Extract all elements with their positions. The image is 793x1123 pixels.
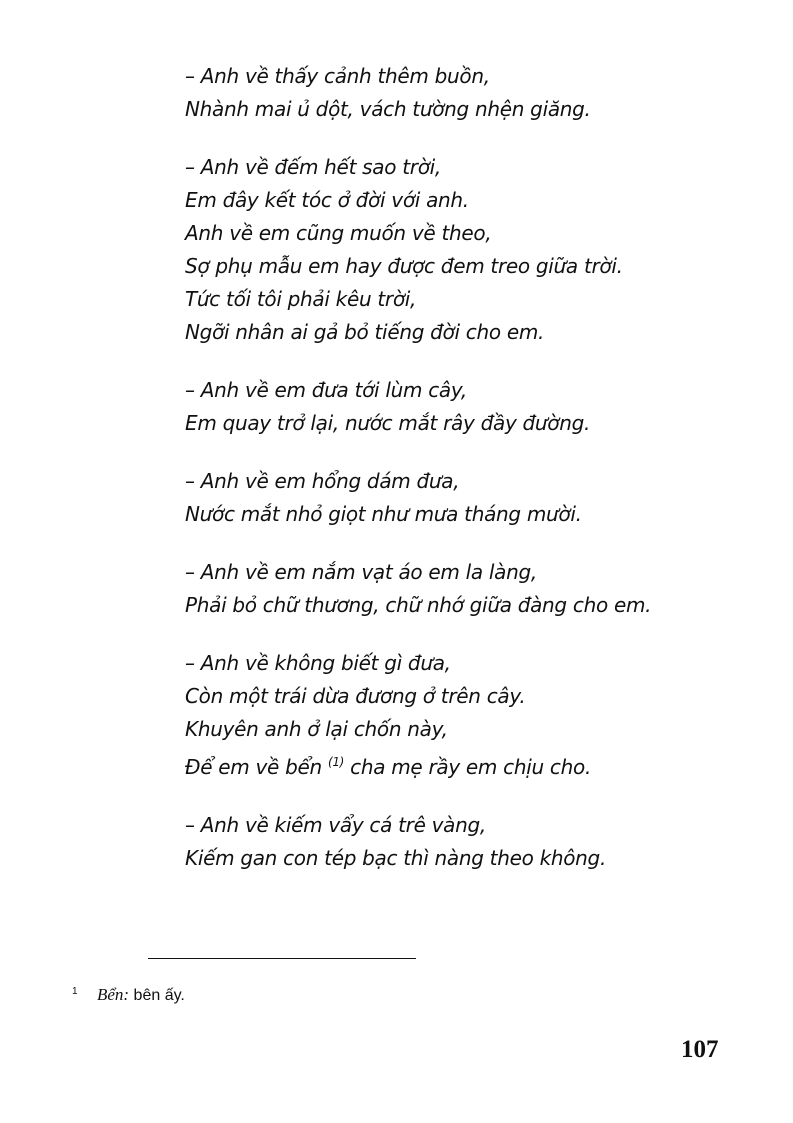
stanza-7 <box>185 809 765 875</box>
poem-line-part: Để em về bển <box>185 755 322 779</box>
stanza-6 <box>185 647 765 784</box>
stanza-2 <box>185 151 765 349</box>
footnote-term: Bển: <box>97 985 130 1004</box>
stanza-5 <box>185 556 765 622</box>
poem-line: Nhành mai ủ dột, vách tường nhện giăng. <box>185 97 591 121</box>
poem-line: Sợ phụ mẫu em hay được đem treo giữa trời. <box>185 254 623 278</box>
poem-line-part: cha mẹ rầy em chịu cho. <box>350 755 591 779</box>
page-number: 107 <box>681 1036 719 1063</box>
poem-line: Còn một trái dừa đương ở trên cây. <box>185 684 526 708</box>
poem-line: – Anh về em nắm vạt áo em la làng, <box>185 560 537 584</box>
poem-line: – Anh về em đưa tới lùm cây, <box>185 378 467 402</box>
poem-line: – Anh về không biết gì đưa, <box>185 651 451 675</box>
poem-line: Ngỡi nhân ai gả bỏ tiếng đời cho em. <box>185 320 545 344</box>
poem-body <box>185 60 765 900</box>
poem-line: – Anh về thấy cảnh thêm buồn, <box>185 64 490 88</box>
footnote-divider <box>148 958 416 959</box>
poem-line: Em quay trở lại, nước mắt rây đầy đường. <box>185 411 591 435</box>
poem-line: Khuyên anh ở lại chốn này, <box>185 717 448 741</box>
poem-line: Nước mắt nhỏ giọt như mưa tháng mười. <box>185 502 582 526</box>
stanza-3 <box>185 374 765 440</box>
poem-line: Anh về em cũng muốn về theo, <box>185 221 492 245</box>
footnote <box>72 985 185 1005</box>
stanza-4 <box>185 465 765 531</box>
poem-line: Em đây kết tóc ở đời với anh. <box>185 188 469 212</box>
poem-line: Kiếm gan con tép bạc thì nàng theo không. <box>185 846 607 870</box>
poem-line-with-note <box>185 746 765 784</box>
poem-line: – Anh về đếm hết sao trời, <box>185 155 441 179</box>
footnote-reference: (1) <box>327 755 345 769</box>
poem-line: Phải bỏ chữ thương, chữ nhớ giữa đàng cho em. <box>185 593 652 617</box>
footnote-mark: 1 <box>72 986 78 997</box>
poem-line: Tức tối tôi phải kêu trời, <box>185 287 417 311</box>
poem-line: – Anh về kiếm vẩy cá trê vàng, <box>185 813 486 837</box>
stanza-1 <box>185 60 765 126</box>
poem-line: – Anh về em hổng dám đưa, <box>185 469 460 493</box>
footnote-text: bên ấy. <box>133 987 185 1004</box>
